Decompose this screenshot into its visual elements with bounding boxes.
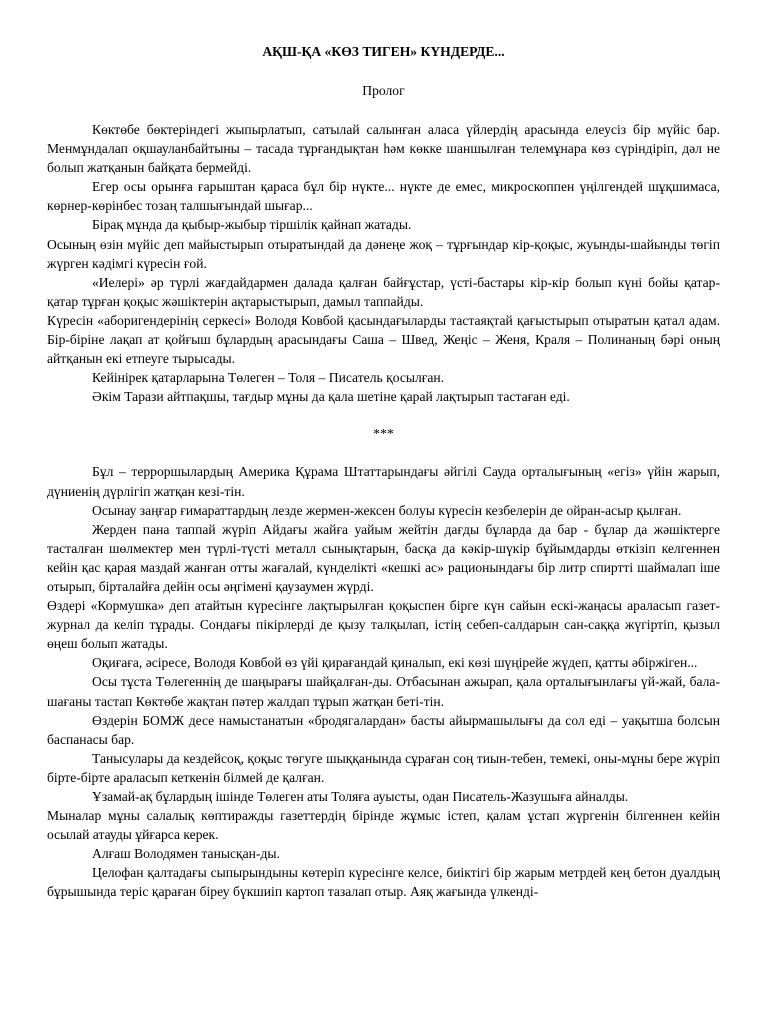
paragraph: Осы тұста Төлегеннің де шаңырағы шайқалған-ды. Отбасынан ажырап, қала орталығынлағы үй-жай, бала-шағаны тастап Көктөбе жақтан пәтер жалдап тұрып жатқан беті-тін. <box>47 674 720 709</box>
paragraph: Осынау заңғар ғимараттардың лезде жермен-жексен болуы күресін кезбелерін де ойран-асыр қылған. <box>92 502 682 518</box>
chapter-body <box>47 462 720 901</box>
paragraph: Жерден пана таппай жүріп Айдағы жайға уайым жейтін дағды бұларда да бар - бұлар да жәшіктерге тасталған шөлмектер мен түрлі-түсті металл сынықтарын, басқа да кәкір-шүкір бұйымдарды өткізіп келгеннен кейін қас қарая маздай жанған отты жағалай, күнделікті «кешкі ас» рационындағы бір литр спиртті шаймалап іше отырып, бірталайға дейін осы әңгімені қаузаумен жүрді. <box>47 521 720 594</box>
paragraph: Бұл – терроршылардың Америка Құрама Штаттарындағы әйгілі Сауда орталығының «егіз» үйін жарып, дүниенің дүрлігіп жатқан кезі-тін. <box>47 464 720 499</box>
paragraph: «Иелері» әр түрлі жағдайдармен далада қалған байғұстар, үсті-бастары кір-кір болып күні бойы қатар-қатар тұрған қоқыс жәшіктерін ақтарыстырып, дамыл таппайды. <box>47 274 720 309</box>
paragraph: Целофан қалтадағы сыпырындыны көтеріп күресінге келсе, биіктігі бір жарым метрдей кең бетон дуалдың бұрышында теріс қараған біреу бүкшиіп картоп тазалап отыр. Аяқ жағында үлкенді- <box>47 865 720 900</box>
paragraph: Оқиғаға, әсіресе, Володя Ковбой өз үйі қирағандай қиналып, екі көзі шүңірейе жүдеп, қатты әбіржіген... <box>92 655 698 671</box>
section-heading-prologue: Пролог <box>362 83 405 98</box>
paragraph: Осының өзін мүйіс деп майыстырып отыратындай да дәнеңе жоқ – тұрғындар кір-қоқыс, жуынды-шайынды төгіп жүрген кәдімгі күресін ғой. <box>47 236 720 271</box>
paragraph: Күресін «аборигендерінің серкесі» Володя Ковбой қасындағыларды тастаяқтай қағыстырып отыратын қатал адам. Бір-біріне лақап ат қойғыш бұлардың арасындағы Саша – Швед, Жеңіс – Женя, Краля – Полинаның бәрі оның айтқанын екі етпеуге тырысады. <box>47 312 720 367</box>
paragraph: Бірақ мұнда да қыбыр-жыбыр тіршілік қайнап жатады. <box>92 217 412 233</box>
paragraph: Танысулары да кездейсоқ, қоқыс төгуге шыққанында сұраған соң тиын-тебен, темекі, оны-мұны бере жүріп бірте-бірте араласып кеткенін білмей де қалған. <box>47 750 720 785</box>
paragraph: Мыналар мұны салалық көптиражды газеттердің бірінде жұмыс істеп, қалам ұстап жүргенін білгеннен кейін осылай атауды ұйғарса керек. <box>47 808 720 843</box>
paragraph: Өздерін БОМЖ десе намыстанатын «бродягалардан» басты айырмашылығы да сол еді – уақытша болсын баспанасы бар. <box>47 712 720 747</box>
paragraph: Өздері «Кормушка» деп атайтын күресінге лақтырылған қоқыспен бірге күн сайын ескі-жаңасы араласып газет-журнал да келіп тұрады. Сондағы пікірлерді де қызу талқылап, істің себеп-салдарын сан-саққа жүгіртіп, қызыл өңеш болып жатады. <box>47 598 720 652</box>
document-page <box>47 42 720 902</box>
paragraph: Әкім Тарази айтпақшы, тағдыр мұны да қала шетіне қарай лақтырып тастаған еді. <box>92 389 570 405</box>
paragraph: Алғаш Володямен танысқан-ды. <box>92 846 280 862</box>
paragraph: Көктөбе бөктеріндегі жыпырлатып, сатылай салынған аласа үйлердің арасында елеусіз бір мүйіс бар. Менмұндалап оқшауланбайтыны – тасада тұрғандықтан һәм көкке шаншылған телемұнара көз сүріндіріп, дәл не болып жатқанын байқата бермейді. <box>47 122 720 176</box>
section-separator: *** <box>373 426 394 442</box>
paragraph: Кейінірек қатарларына Төлеген – Толя – Писатель қосылған. <box>92 370 445 386</box>
paragraph: Егер осы орынға ғарыштан қараса бұл бір нүкте... нүкте де емес, микроскоппен үңілгендей шұқшимаса, көрнер-көрінбес тозаң талшығындай шығар... <box>47 179 720 214</box>
document-title: АҚШ-ҚА «КӨЗ ТИГЕН» КҮНДЕРДЕ... <box>262 44 505 59</box>
prologue-body <box>47 120 720 406</box>
paragraph: Ұзамай-ақ бұлардың ішінде Төлеген аты Толяға ауысты, одан Писатель-Жазушыға айналды. <box>92 789 629 804</box>
